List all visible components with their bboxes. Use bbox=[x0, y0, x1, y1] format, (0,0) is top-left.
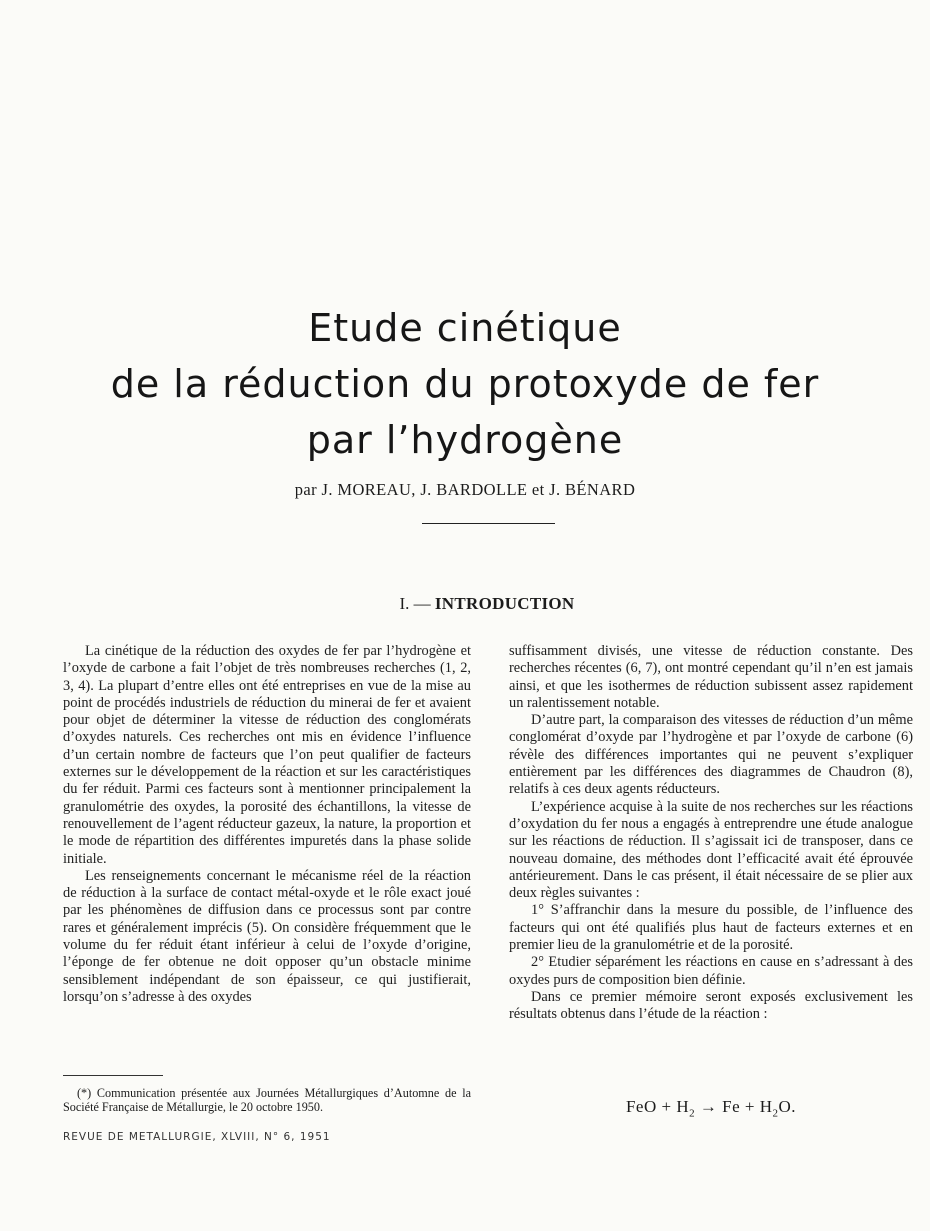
journal-reference: REVUE DE METALLURGIE, XLVIII, N° 6, 1951 bbox=[63, 1131, 331, 1143]
reaction-equation bbox=[509, 1097, 913, 1119]
equation-sub-2: 2 bbox=[772, 1107, 779, 1120]
title-line-1: Etude cinétique bbox=[308, 306, 622, 350]
right-paragraph-5: 2° Etudier séparément les réactions en cause en s’adressant à des oxydes purs de composition bien définie. bbox=[509, 954, 913, 988]
right-paragraph-2: D’autre part, la comparaison des vitesses de réduction d’un même conglomérat d’oxyde par l’hydrogène et par l’oxyde de carbone (6) révèle des différences importantes qui ne peuvent s’expliquer entièrement par les différences des diagrammes de Chaudron (8), relatifs à ces deux agents réducteurs. bbox=[509, 712, 913, 798]
right-paragraph-4: 1° S’affranchir dans la mesure du possible, de l’influence des facteurs qui ont été qualifiés plus haut de facteurs externes et en premier lieu de la granulométrie et de la porosité. bbox=[509, 902, 913, 954]
left-paragraph-2: Les renseignements concernant le mécanisme réel de la réaction de réduction à la surface de contact métal-oxyde et le rôle exact joué par les phénomènes de diffusion dans ce processus sont par contre rares et généralement imprécis (5). On considère fréquemment que le volume du fer réduit étant inférieur à celui de l’oxyde d’origine, l’éponge de fer obtenue ne doit opposer qu’un obstacle minime sensiblement indépendant de son épaisseur, ce qui justifierait, lorsqu’on s’adresse à des oxydes bbox=[63, 867, 471, 1005]
left-column bbox=[63, 643, 471, 1006]
title-line-2: de la réduction du protoxyde de fer bbox=[110, 362, 820, 406]
footnote: (*) Communication présentée aux Journées Métallurgiques d’Automne de la Société Française de Métallurgie, le 20 octobre 1950. bbox=[63, 1086, 471, 1114]
equation-lhs: FeO + H bbox=[625, 1097, 690, 1116]
equation-arrow: → Fe + H bbox=[695, 1097, 773, 1116]
right-column bbox=[509, 643, 913, 1024]
right-paragraph-3: L’expérience acquise à la suite de nos recherches sur les réactions d’oxydation du fer nous a engagés à entreprendre une étude analogue sur les réactions de réduction. Il s’agissait ici de transposer, dans ce nouveau domaine, des méthodes dont l’efficacité avait été éprouvée antérieurement. Dans le cas présent, il était nécessaire de se plier aux deux règles suivantes : bbox=[509, 798, 913, 902]
left-paragraph-1: La cinétique de la réduction des oxydes de fer par l’hydrogène et l’oxyde de carbone a fait l’objet de très nombreuses recherches (1, 2, 3, 4). La plupart d’entre elles ont été entreprises en vue de la mise au point de procédés industriels de réduction du minerai de fer et avaient pour objet de déterminer la vitesse de réduction des conglomérats d’oxydes naturels. Ces recherches ont mis en évidence l’influence d’un certain nombre de facteurs que l’on peut qualifier de facteurs externes sur le développement de la réaction et sur les caractéristiques du fer réduit. Parmi ces facteurs sont à mentionner principalement la granulométrie des oxydes, la porosité des échantillons, la vitesse de renouvellement de l’agent réducteur gazeux, la nature, la proportion et le mode de répartition des différentes impuretés dans la phase solide initiale. bbox=[63, 643, 471, 867]
section-number: I. — bbox=[399, 594, 431, 613]
title-divider bbox=[422, 523, 555, 524]
title-line-3: par l’hydrogène bbox=[306, 418, 624, 462]
author-line: par J. MOREAU, J. BARDOLLE et J. BÉNARD bbox=[294, 480, 636, 499]
right-paragraph-6: Dans ce premier mémoire seront exposés exclusivement les résultats obtenus dans l’étude de la réaction : bbox=[509, 988, 913, 1023]
equation-sub-1: 2 bbox=[689, 1107, 696, 1120]
equation-tail: O. bbox=[778, 1097, 797, 1116]
article-title bbox=[0, 300, 930, 468]
footnote-divider bbox=[63, 1075, 163, 1076]
section-heading bbox=[0, 594, 930, 614]
section-name: INTRODUCTION bbox=[434, 594, 575, 613]
right-paragraph-1: suffisamment divisés, une vitesse de réduction constante. Des recherches récentes (6, 7), ont montré cependant qu’il n’en est jamais ainsi, et que les isothermes de réduction subissent assez rapidement un ralentissement notable. bbox=[509, 643, 913, 711]
